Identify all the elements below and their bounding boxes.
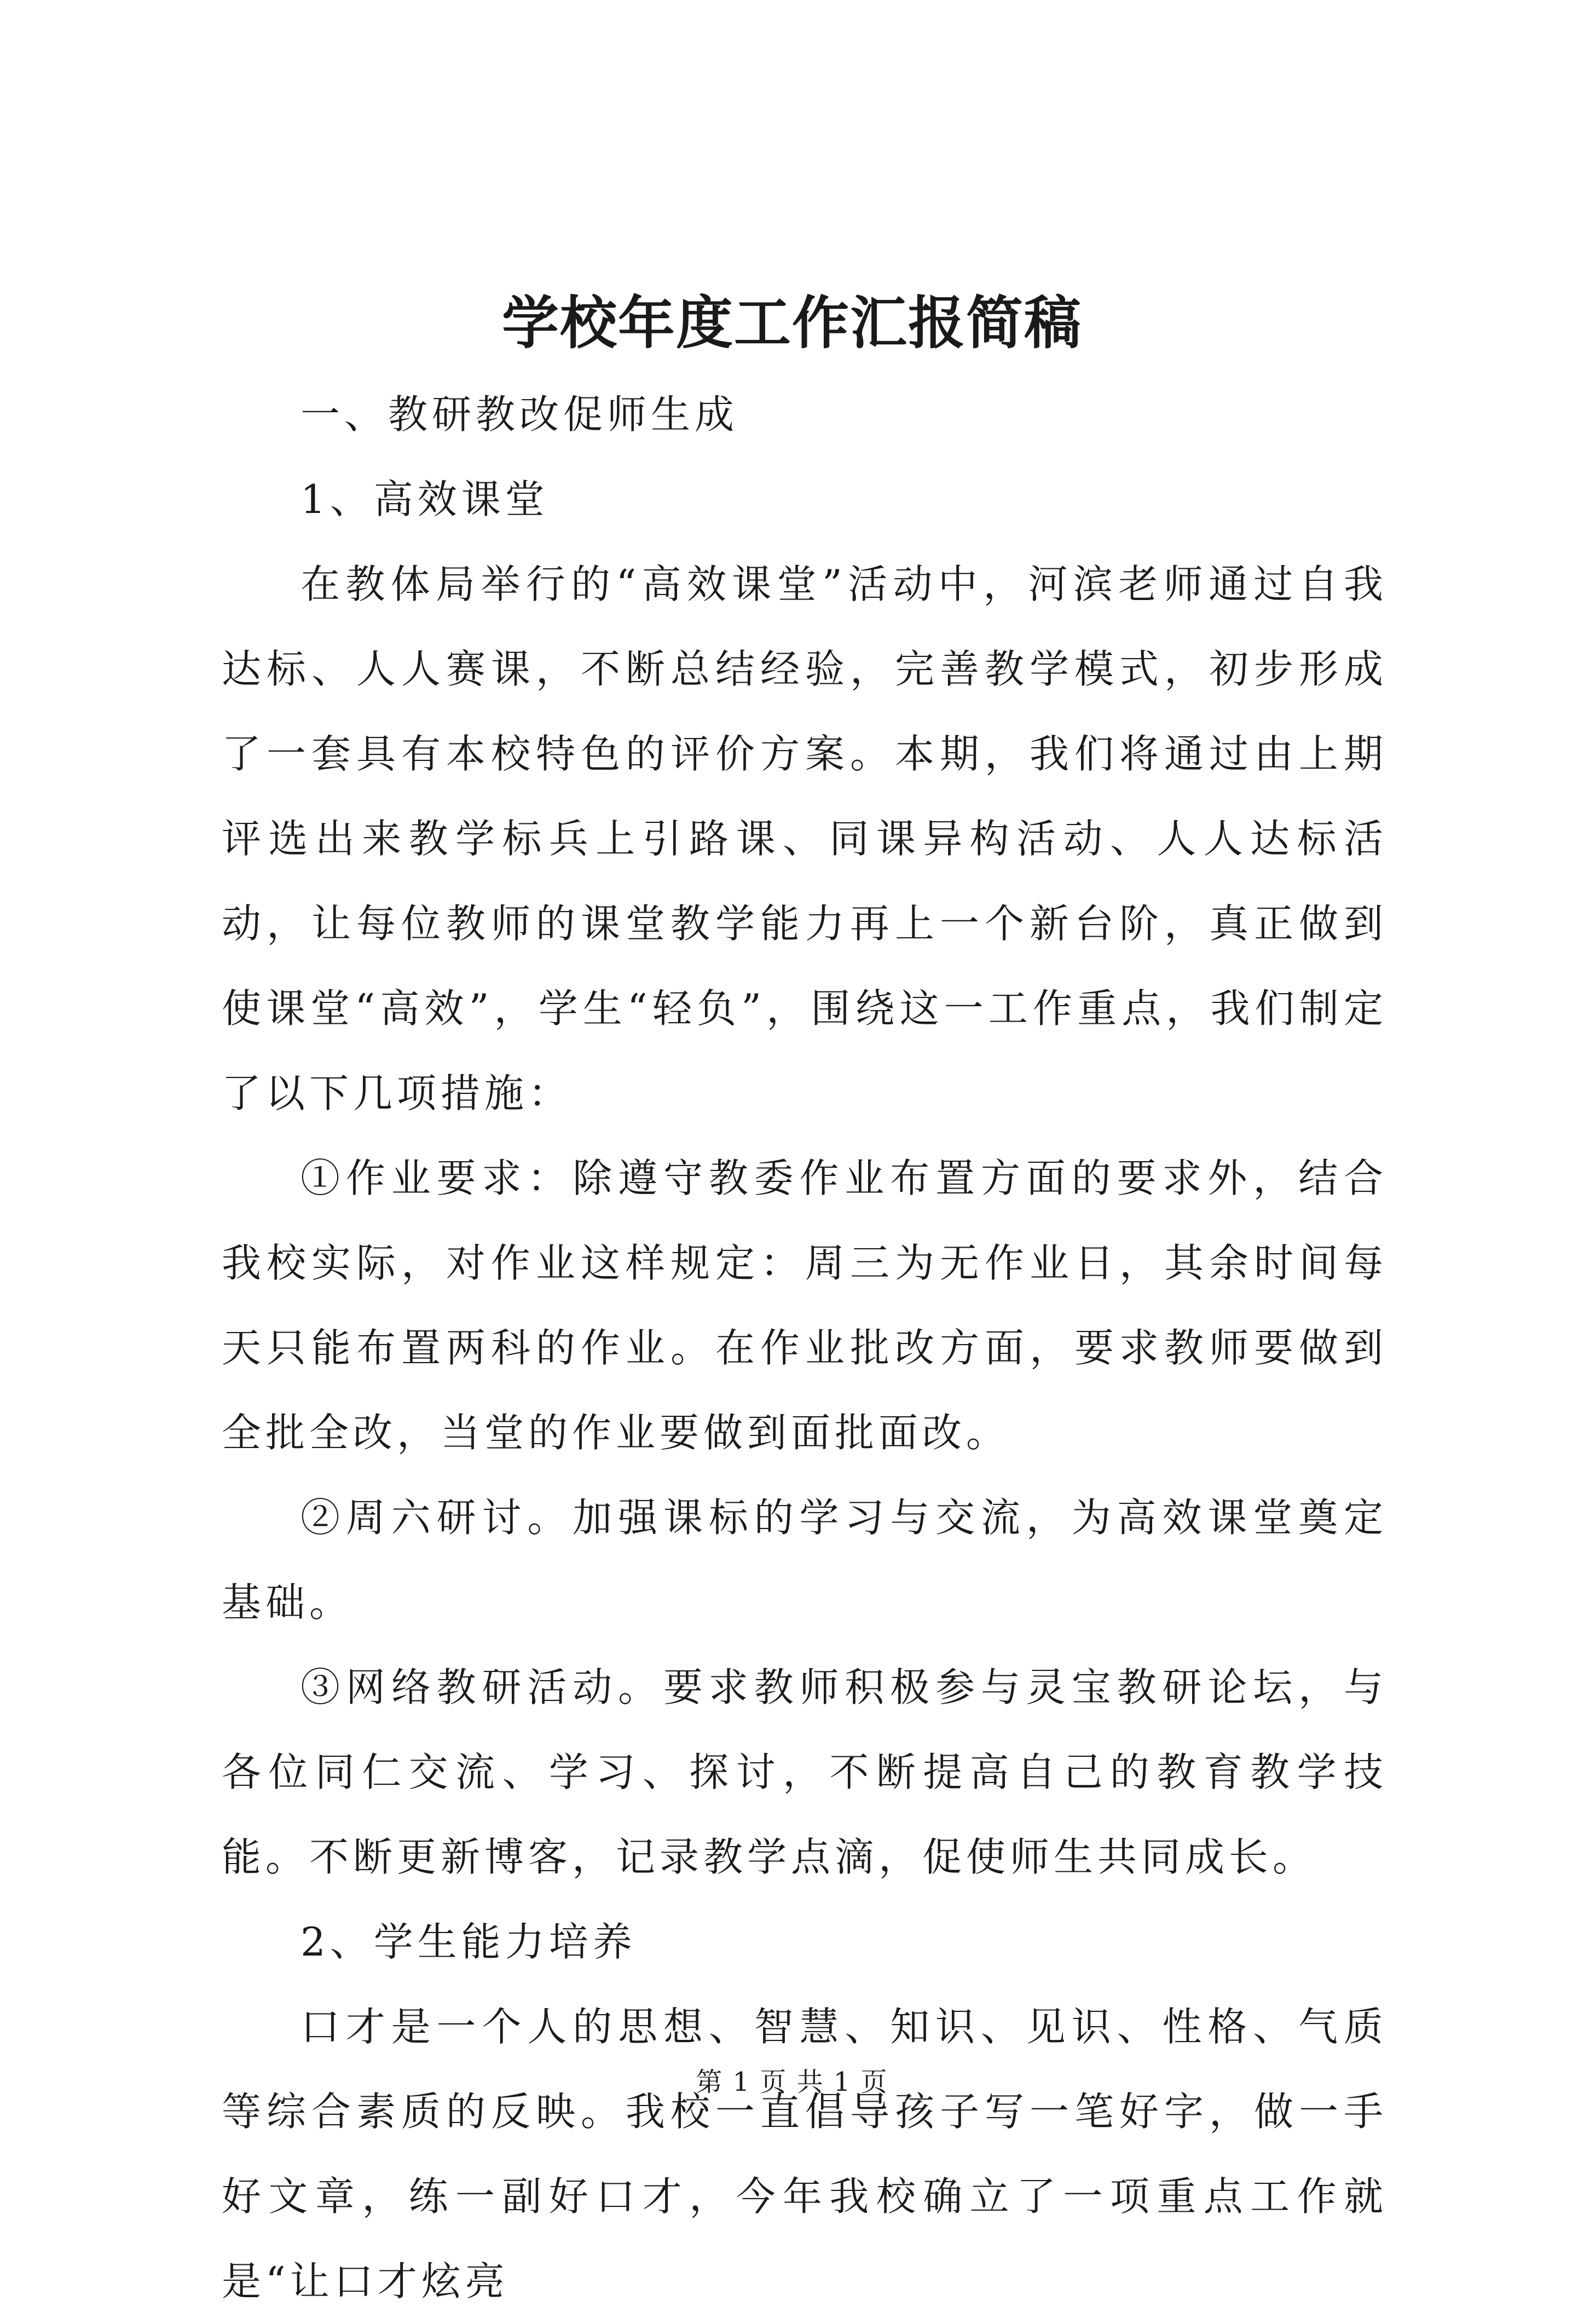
subsection-heading: 1、高效课堂 bbox=[300, 476, 549, 522]
document-body bbox=[222, 372, 1388, 2324]
page-footer: 第 1 页 共 1 页 bbox=[696, 2067, 888, 2097]
subsection-heading: 2、学生能力培养 bbox=[300, 1919, 637, 1965]
body-paragraph: 在教体局举行的“高效课堂”活动中，河滨老师通过自我达标、人人赛课，不断总结经验，完善教学模式，初步形成了一套具有本校特色的评价方案。本期，我们将通过由上期评选出来教学标兵上引路课、同课异构活动、人人达标活动，让每位教师的课堂教学能力再上一个新台阶，真正做到使课堂“高效”，学生“轻负”，围绕这一工作重点，我们制定了以下几项措施： bbox=[222, 561, 1388, 1116]
document-title: 学校年度工作汇报简稿 bbox=[501, 289, 1082, 356]
body-paragraph: ③网络教研活动。要求教师积极参与灵宝教研论坛，与各位同仁交流、学习、探讨，不断提高自己的教育教学技能。不断更新博客，记录教学点滴，促使师生共同成长。 bbox=[222, 1664, 1388, 1880]
body-paragraph: 口才是一个人的思想、智慧、知识、见识、性格、气质等综合素质的反映。我校一直倡导孩子写一笔好字，做一手好文章，练一副好口才，今年我校确立了一项重点工作就是“让口才炫亮 bbox=[222, 2004, 1388, 2304]
section-heading: 一、教研教改促师生成 bbox=[300, 391, 739, 437]
body-paragraph: ②周六研讨。加强课标的学习与交流，为高效课堂奠定基础。 bbox=[222, 1495, 1388, 1625]
body-paragraph: ①作业要求：除遵守教委作业布置方面的要求外，结合我校实际，对作业这样规定：周三为无作业日，其余时间每天只能布置两科的作业。在作业批改方面，要求教师要做到全批全改，当堂的作业要做到面批面改。 bbox=[222, 1155, 1388, 1456]
